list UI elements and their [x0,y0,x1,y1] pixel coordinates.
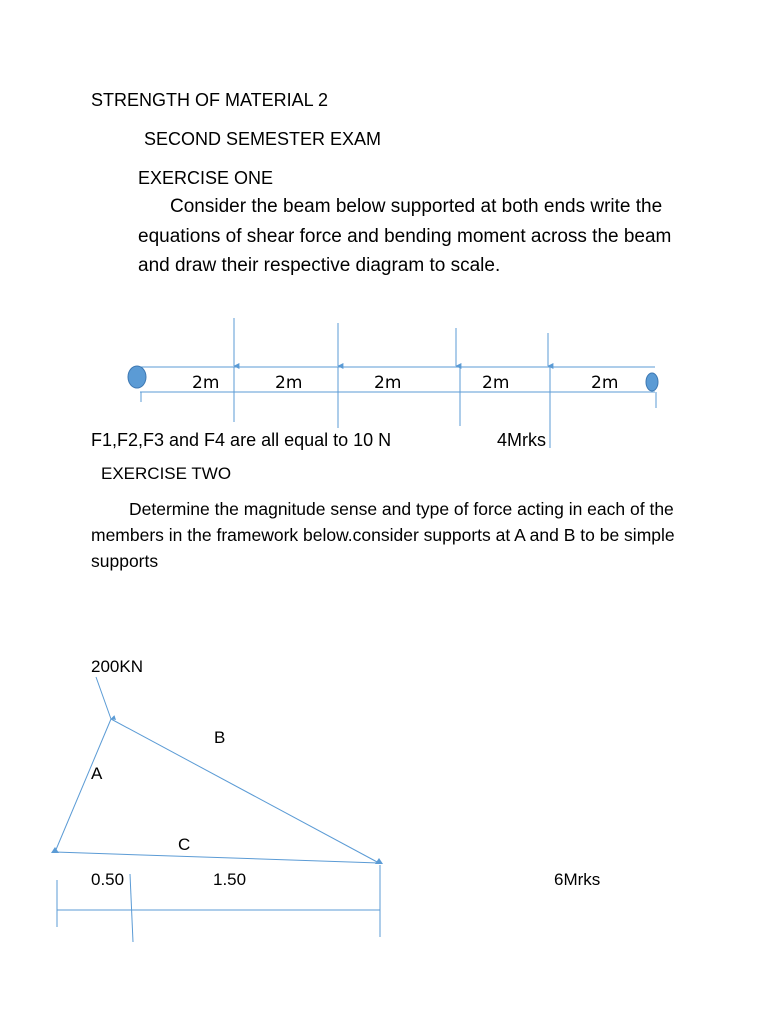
course-title: STRENGTH OF MATERIAL 2 [91,90,329,110]
force-note: F1,F2,F3 and F4 are all equal to 10 N [91,430,392,450]
exercise-two-text: Determine the magnitude sense and type of force acting in each of the members in the framework below.consider supports at A and B to be simple supports [91,499,675,571]
span-label-4: 2m [482,373,510,393]
span-label-2: 2m [275,373,303,393]
member-c-line [55,852,379,863]
left-support-icon [128,366,146,388]
member-b-line [111,719,379,863]
span-label-3: 2m [374,373,402,393]
dimension-left: 0.50 [91,870,125,889]
span-label-1: 2m [192,373,220,393]
member-label-a: A [91,764,103,783]
support-a-icon [51,847,59,853]
exercise-two-marks: 6Mrks [554,870,601,889]
exam-title: SECOND SEMESTER EXAM [144,129,382,149]
member-a-line [55,719,111,852]
dimension-right: 1.50 [213,870,247,889]
member-label-b: B [214,728,226,747]
exercise-one-text: Consider the beam below supported at both ends write the equations of shear force and bending moment across the beam and draw their respective diagram to scale. [138,196,672,276]
load-arrow-200kn [96,677,111,719]
load-label: 200KN [91,657,143,676]
right-support-icon [646,373,658,391]
span-label-5: 2m [591,373,619,393]
member-label-c: C [178,835,191,854]
exercise-two-title: EXERCISE TWO [101,464,232,483]
exercise-one-marks: 4Mrks [497,430,546,450]
exercise-one-title: EXERCISE ONE [138,168,274,188]
